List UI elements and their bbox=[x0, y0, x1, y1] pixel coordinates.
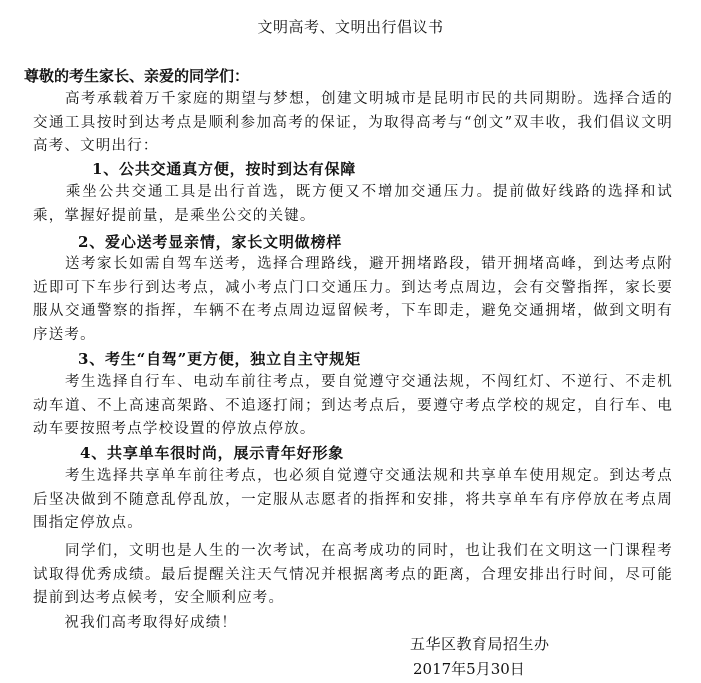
document-title: 文明高考、文明出行倡议书 bbox=[257, 18, 444, 36]
section-3-heading: 3、考生“自驾”更方便，独立自主守规矩 bbox=[78, 350, 361, 368]
document-date: 2017年5月30日 bbox=[413, 660, 525, 678]
section-1-heading: 1、公共交通真方便，按时到达有保障 bbox=[92, 160, 357, 178]
closing-paragraph: 同学们，文明也是人生的一次考试，在高考成功的同时，也让我们在文明这一门课程考试取得优秀成绩。最后提醒关注天气情况并根据离考点的距离，合理安排出行时间，尽可能提前到达考点候考，安全顺利应考。 bbox=[33, 543, 673, 606]
section-1-body: 乘坐公共交通工具是出行首选，既方便又不增加交通压力。提前做好线路的选择和试乘，掌握好提前量，是乘坐公交的关键。 bbox=[33, 184, 673, 224]
section-2-heading: 2、爱心送考显亲情，家长文明做榜样 bbox=[78, 233, 343, 251]
section-4-body: 考生选择共享单车前往考点，也必须自觉遵守交通法规和共享单车使用规定。到达考点后坚决做到不随意乱停乱放，一定服从志愿者的指挥和安排，将共享单车有序停放在考点周围指定停放点。 bbox=[33, 468, 673, 531]
section-3-body: 考生选择自行车、电动车前往考点，要自觉遵守交通法规，不闯红灯、不逆行、不走机动车道、不上高速高架路、不追逐打闹；到达考点后，要遵守考点学校的规定，自行车、电动车要按照考点学校设置的停放点停放。 bbox=[33, 374, 673, 437]
section-4-heading: 4、共享单车很时尚，展示青年好形象 bbox=[80, 444, 345, 462]
closing-wish: 祝我们高考取得好成绩！ bbox=[33, 615, 238, 631]
signature: 五华区教育局招生办 bbox=[410, 635, 550, 653]
intro-paragraph: 高考承载着万千家庭的期望与梦想，创建文明城市是昆明市民的共同期盼。选择合适的交通工具按时到达考点是顺利参加高考的保证，为取得高考与“创文”双丰收，我们倡议文明高考、文明出行： bbox=[33, 91, 673, 154]
section-2-body: 送考家长如需自驾车送考，选择合理路线，避开拥堵路段，错开拥堵高峰，到达考点附近即可下车步行到达考点，减小考点门口交通压力。到达考点周边，会有交警指挥，家长要服从交通警察的指挥，车辆不在考点周边逗留候考，下车即走，避免交通拥堵，做到文明有序送考。 bbox=[33, 256, 673, 343]
greeting: 尊敬的考生家长、亲爱的同学们： bbox=[24, 67, 250, 85]
